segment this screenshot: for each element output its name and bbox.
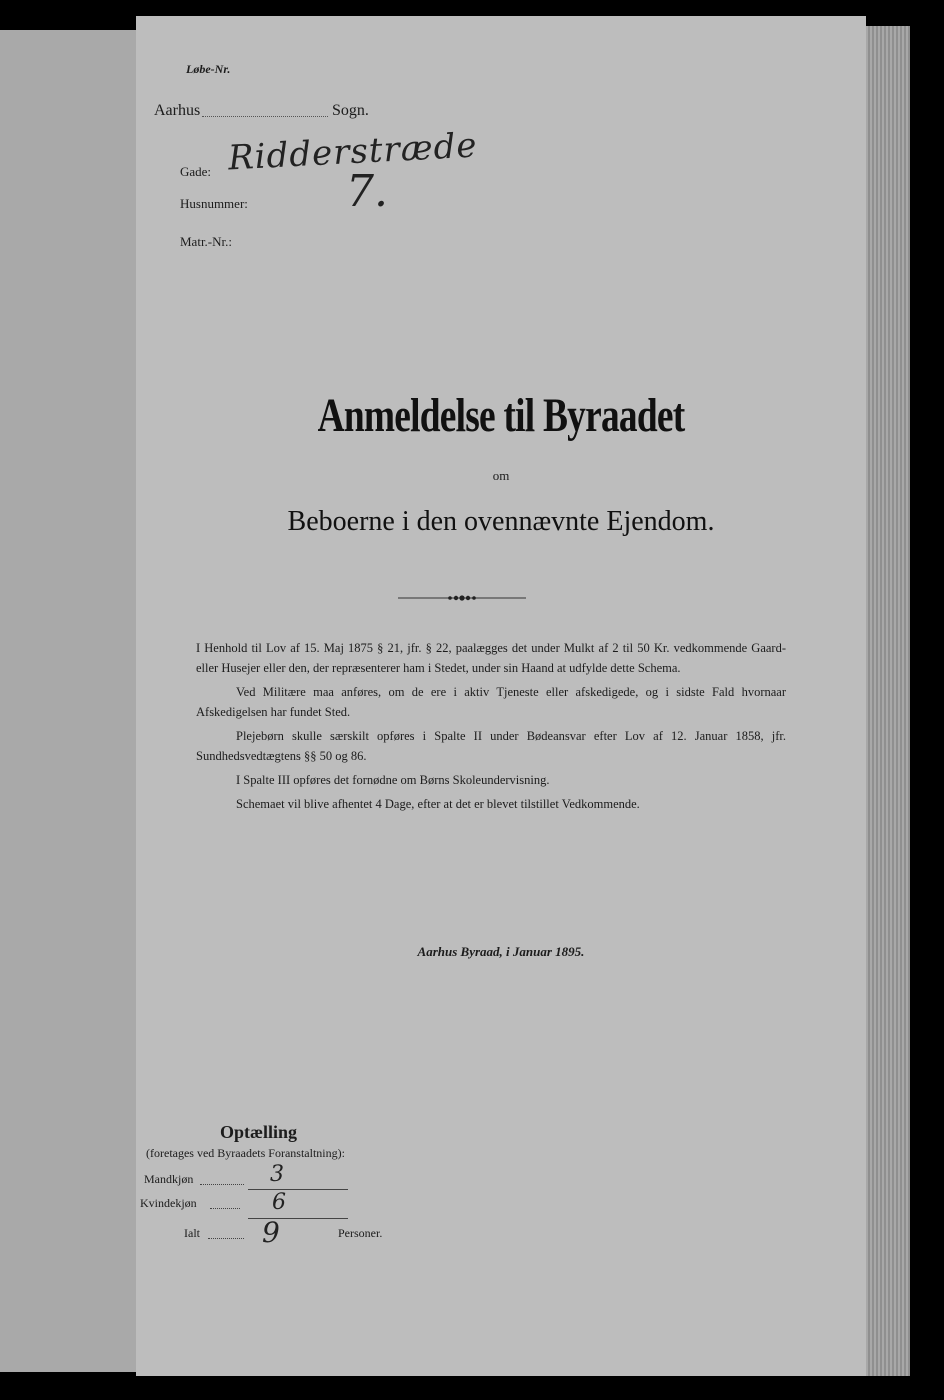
instruction-paragraph-1: I Henhold til Lov af 15. Maj 1875 § 21, jfr. § 22, paalægges det under Mulkt af 2 til 50 Kr. vedkommende Gaard- eller Husejer eller den, der repræsenterer ham i Stedet, under sin Haand at udfylde dette Schema. (196, 641, 786, 675)
page-edges (866, 26, 910, 1376)
instructions-block (196, 638, 786, 818)
mand-handwritten-value: 3 (270, 1162, 284, 1187)
ialt-dotted-line (208, 1238, 244, 1239)
page-title: Anmeldelse til Byraadet (317, 389, 685, 442)
gade-label: Gade: (180, 164, 212, 179)
sogn-label: Sogn. (332, 102, 369, 119)
instruction-paragraph-3: Plejebørn skulle særskilt opføres i Spalte II under Bødeansvar efter Lov af 12. Januar 1858, jfr. Sundhedsvedtægtens §§ 50 og 86. (196, 729, 786, 763)
lobe-nr-label: Løbe-Nr. (186, 62, 231, 76)
instruction-paragraph-4: I Spalte III opføres det fornødne om Børns Skoleundervisning. (236, 773, 550, 787)
personer-label: Personer. (338, 1226, 383, 1240)
left-facing-page (0, 30, 136, 1372)
ornament-divider (398, 594, 526, 602)
sogn-dotted-line (202, 116, 328, 117)
instruction-paragraph-2: Ved Militære maa anføres, om de ere i aktiv Tjeneste eller afskedigede, og i sidste Fald hvornaar Afskedigelsen har fundet Sted. (196, 685, 786, 719)
mand-label: Mandkjøn (144, 1172, 194, 1186)
husnummer-handwritten-value: 7. (346, 166, 388, 217)
mand-dotted-line (200, 1184, 244, 1185)
ialt-label: Ialt (184, 1226, 200, 1240)
page-subtitle: Beboerne i den ovennævnte Ejendom. (287, 506, 715, 537)
count-note: (foretages ved Byraadets Foranstaltning): (146, 1146, 345, 1160)
title-connector: om (492, 468, 510, 483)
instruction-paragraph-5: Schemaet vil blive afhentet 4 Dage, efter at det er blevet tilstillet Vedkommende. (236, 797, 640, 811)
mand-entry-line (248, 1189, 348, 1190)
ialt-handwritten-value: 9 (262, 1216, 280, 1249)
city-label: Aarhus (154, 102, 201, 119)
count-title: Optælling (220, 1122, 298, 1142)
husnummer-label: Husnummer: (180, 196, 248, 211)
kvind-handwritten-value: 6 (272, 1190, 286, 1215)
kvind-label: Kvindekjøn (140, 1196, 197, 1210)
form-page (136, 16, 866, 1376)
kvind-dotted-line (210, 1208, 240, 1209)
gade-handwritten-value: Ridderstræde (227, 125, 479, 179)
issuer-signature-line: Aarhus Byraad, i Januar 1895. (417, 944, 585, 959)
matr-nr-label: Matr.-Nr.: (180, 234, 232, 249)
